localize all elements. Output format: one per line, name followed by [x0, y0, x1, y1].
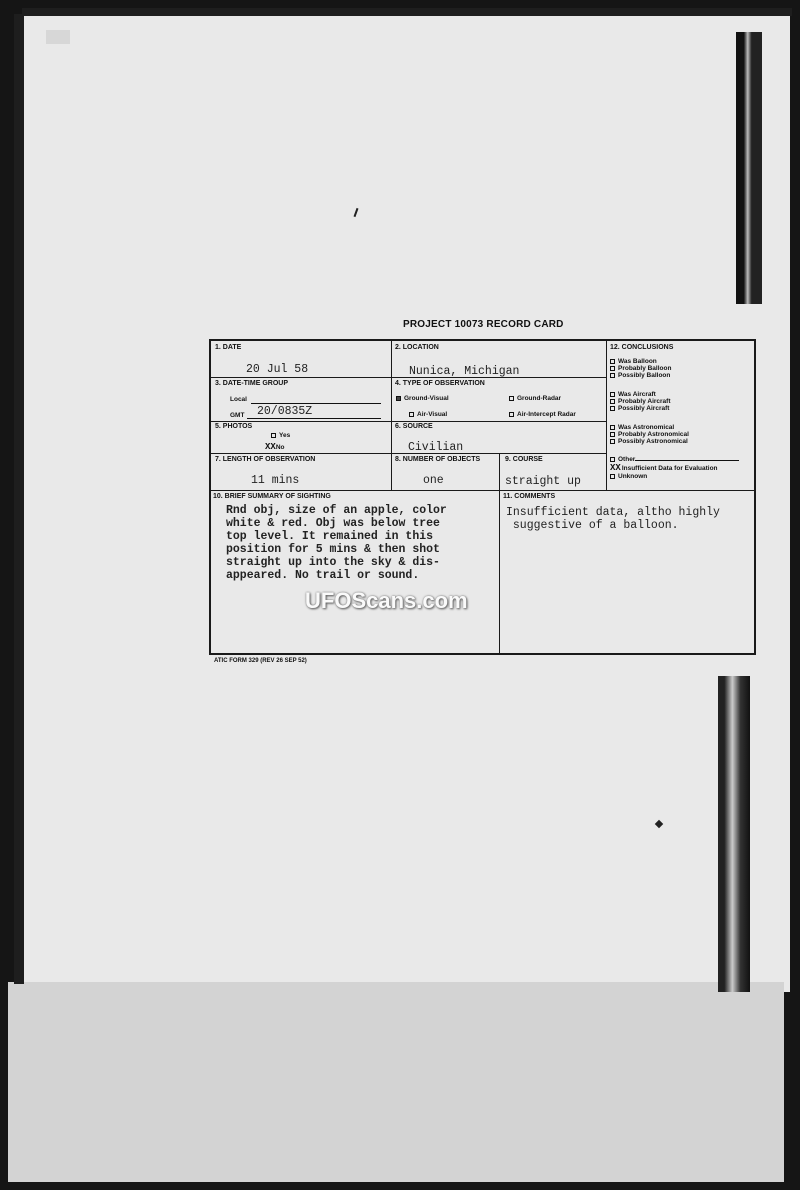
checkbox[interactable]	[610, 474, 615, 479]
conclusion-label: Other	[618, 456, 636, 463]
course-value: straight up	[505, 475, 581, 488]
date-value: 20 Jul 58	[246, 363, 309, 376]
conclusion-probably-balloon[interactable]	[610, 365, 671, 372]
conclusion-probably-aircraft[interactable]	[610, 398, 671, 405]
dtg-local-label: Local	[230, 396, 247, 403]
divider-bottom-mid	[499, 490, 500, 653]
record-card	[209, 339, 756, 655]
location-label: 2. LOCATION	[395, 344, 439, 351]
checkbox[interactable]	[610, 457, 615, 462]
checkbox-checked[interactable]	[396, 396, 401, 401]
conclusions-group-astronomical	[610, 424, 689, 445]
type-air-visual-label: Air-Visual	[417, 411, 448, 418]
dtg-gmt-label: GMT	[230, 412, 245, 419]
type-ground-radar[interactable]	[509, 395, 561, 403]
checkbox[interactable]	[509, 396, 514, 401]
form-number: ATIC FORM 329 (REV 26 SEP 52)	[214, 658, 307, 664]
conclusions-group-balloon	[610, 358, 671, 379]
divider-row-2	[211, 421, 606, 422]
dtg-label: 3. DATE-TIME GROUP	[215, 380, 288, 387]
conclusions-group-aircraft	[610, 391, 671, 412]
checkbox[interactable]	[610, 373, 615, 378]
course-label: 9. COURSE	[505, 456, 543, 463]
divider-col-left	[391, 341, 392, 490]
dtg-gmt-line	[247, 418, 381, 419]
checkbox[interactable]	[610, 359, 615, 364]
checkbox[interactable]	[610, 406, 615, 411]
dtg-local-line	[251, 403, 381, 404]
photos-no-label: No	[275, 444, 285, 451]
left-margin-shadow	[14, 14, 24, 984]
conclusion-label: Insufficient Data for Evaluation	[621, 465, 718, 472]
photos-yes-label: Yes	[279, 432, 291, 439]
conclusion-label: Probably Aircraft	[618, 398, 671, 405]
conclusion-unknown[interactable]	[610, 473, 739, 481]
typed-x-mark: XX	[610, 463, 621, 473]
objects-label: 8. NUMBER OF OBJECTS	[395, 456, 481, 463]
photos-label: 5. PHOTOS	[215, 423, 253, 430]
checkbox[interactable]	[509, 412, 514, 417]
type-label: 4. TYPE OF OBSERVATION	[395, 380, 485, 387]
watermark: UFOScans.com	[305, 588, 468, 613]
type-ground-radar-label: Ground-Radar	[517, 395, 562, 402]
conclusion-label: Possibly Balloon	[618, 372, 671, 379]
conclusion-other[interactable]	[610, 455, 739, 464]
checkbox[interactable]	[610, 425, 615, 430]
checkbox[interactable]	[610, 399, 615, 404]
conclusion-possibly-balloon[interactable]	[610, 372, 671, 379]
type-air-intercept[interactable]	[509, 411, 576, 419]
divider-col-right	[606, 341, 607, 490]
checkbox[interactable]	[610, 366, 615, 371]
checkbox[interactable]	[409, 412, 414, 417]
speck-mark	[46, 30, 70, 44]
conclusion-possibly-aircraft[interactable]	[610, 405, 671, 412]
conclusion-was-astronomical[interactable]	[610, 424, 689, 431]
conclusion-other-line	[635, 455, 739, 461]
type-ground-visual-label: Ground-Visual	[404, 395, 449, 402]
dtg-gmt-value: 20/0835Z	[257, 405, 313, 418]
conclusions-label: 12. CONCLUSIONS	[610, 344, 674, 351]
conclusion-label: Probably Astronomical	[618, 431, 689, 438]
type-air-visual[interactable]	[409, 411, 447, 419]
card-title: PROJECT 10073 RECORD CARD	[403, 319, 564, 330]
divider-row-4	[211, 490, 754, 491]
conclusion-label: Probably Balloon	[618, 365, 672, 372]
conclusion-possibly-astronomical[interactable]	[610, 438, 689, 445]
summary-text: Rnd obj, size of an apple, color white & red. Obj was below tree top level. It remained in this position for 5 mins & then shot straight up into the sky & dis- appeared. No trail or sound.	[226, 504, 447, 582]
divider-course	[499, 453, 500, 490]
typed-x-mark: XX	[265, 442, 276, 452]
checkbox[interactable]	[610, 439, 615, 444]
conclusion-was-balloon[interactable]	[610, 358, 671, 365]
conclusion-label: Was Balloon	[618, 358, 657, 365]
backing-sheet	[8, 982, 784, 1182]
conclusion-label: Possibly Astronomical	[618, 438, 688, 445]
top-margin-shadow	[22, 8, 792, 16]
conclusion-label: Possibly Aircraft	[618, 405, 670, 412]
length-label: 7. LENGTH OF OBSERVATION	[215, 456, 316, 463]
photos-no[interactable]	[265, 443, 284, 452]
comments-label: 11. COMMENTS	[503, 493, 556, 500]
conclusion-label: Was Astronomical	[618, 424, 675, 431]
conclusion-probably-astronomical[interactable]	[610, 431, 689, 438]
type-air-intercept-label: Air-Intercept Radar	[517, 411, 576, 418]
conclusion-label: Was Aircraft	[618, 391, 656, 398]
checkbox[interactable]	[271, 433, 276, 438]
conclusions-group-other	[610, 455, 739, 481]
checkbox[interactable]	[610, 432, 615, 437]
conclusion-was-aircraft[interactable]	[610, 391, 671, 398]
source-value: Civilian	[408, 441, 464, 454]
summary-label: 10. BRIEF SUMMARY OF SIGHTING	[213, 493, 331, 500]
type-ground-visual[interactable]	[396, 395, 449, 403]
date-label: 1. DATE	[215, 344, 242, 351]
objects-value: one	[423, 474, 444, 487]
location-value: Nunica, Michigan	[409, 365, 520, 378]
right-binding-mark-bottom	[718, 676, 750, 992]
conclusion-insufficient-data[interactable]	[610, 464, 739, 473]
right-binding-mark-top	[736, 32, 762, 304]
photos-yes[interactable]	[271, 432, 290, 440]
checkbox[interactable]	[610, 392, 615, 397]
length-value: 11 mins	[251, 474, 300, 487]
comments-text: Insufficient data, altho highly suggestive of a balloon.	[506, 506, 720, 532]
conclusion-label: Unknown	[618, 473, 648, 480]
source-label: 6. SOURCE	[395, 423, 433, 430]
